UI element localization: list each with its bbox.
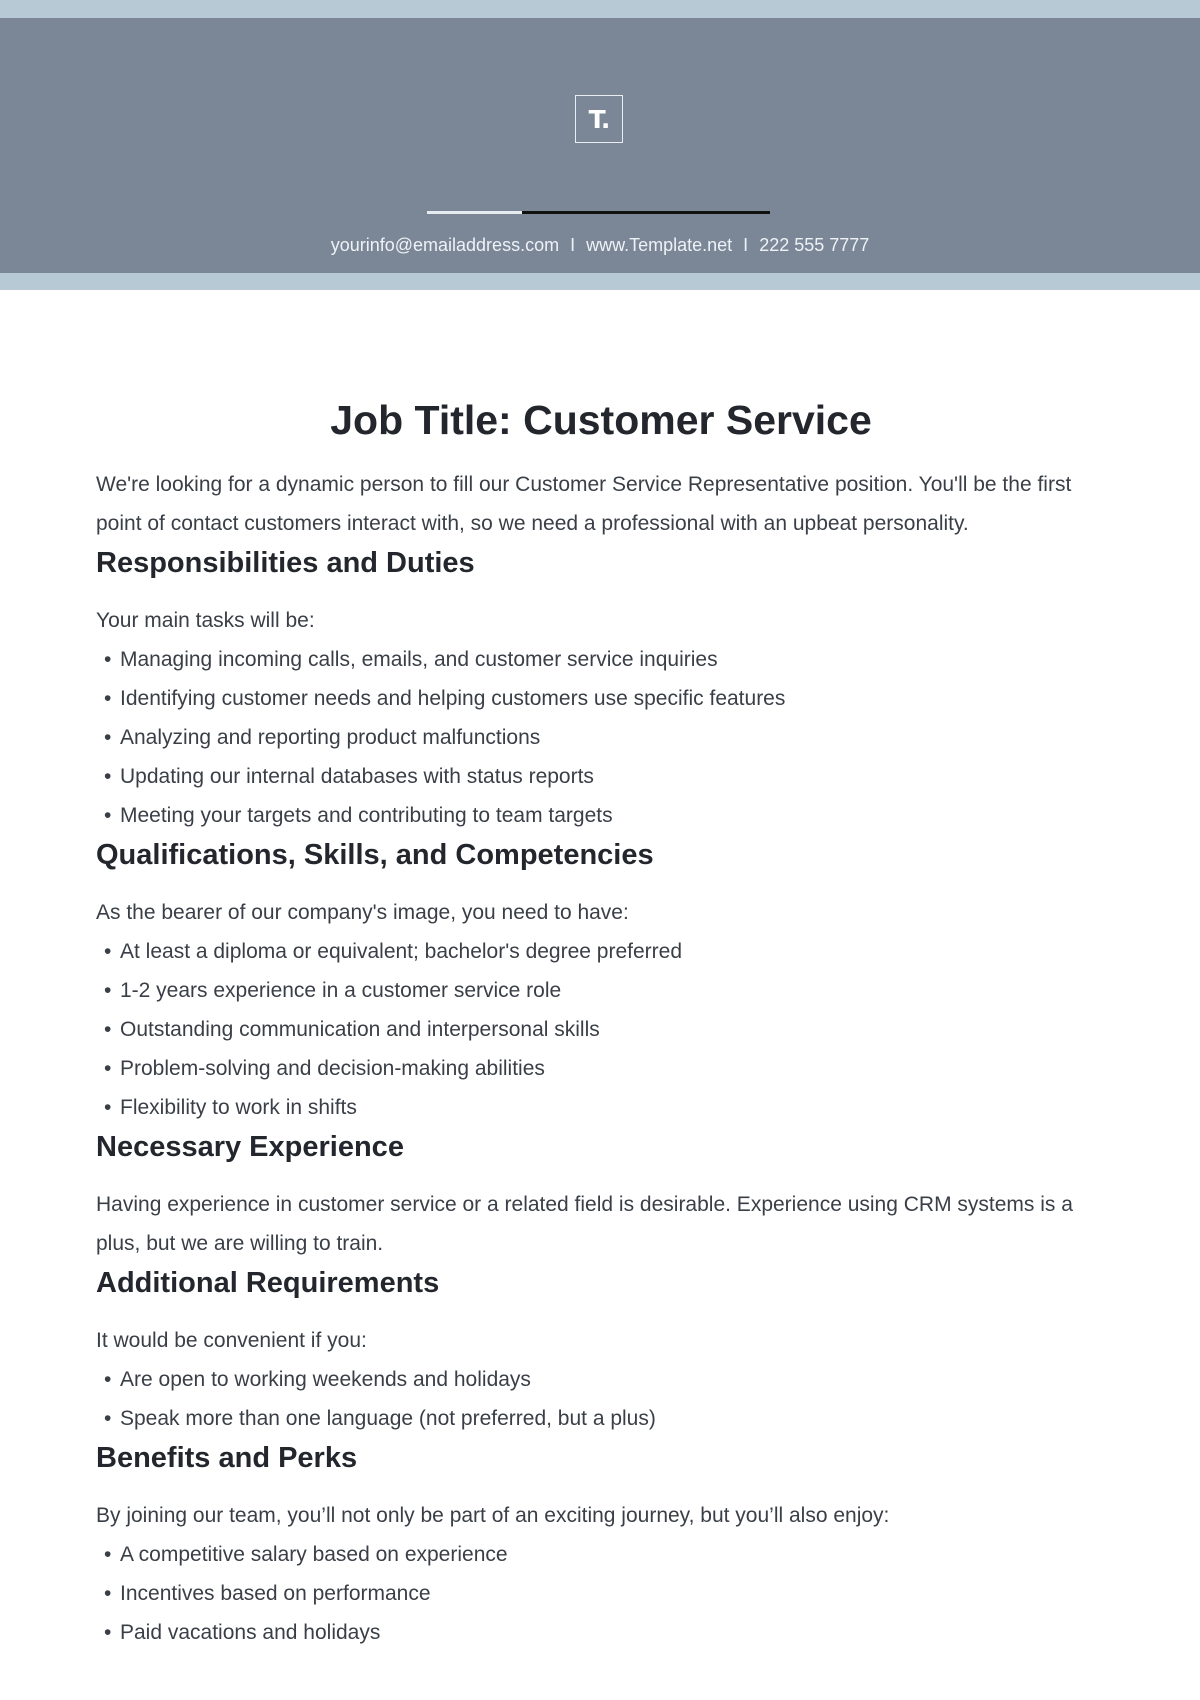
bullet-icon: • xyxy=(104,726,112,749)
sections-container xyxy=(96,543,1106,1652)
list-item-text: Flexibility to work in shifts xyxy=(120,1096,357,1119)
bullet-icon: • xyxy=(104,1543,112,1566)
bullet-icon: • xyxy=(104,1407,112,1430)
section-heading: Necessary Experience xyxy=(96,1131,404,1163)
bullet-icon: • xyxy=(104,940,112,963)
contact-line xyxy=(0,235,1200,256)
bullet-icon: • xyxy=(104,1368,112,1391)
list-item-text: Updating our internal databases with status reports xyxy=(120,765,594,788)
list-item xyxy=(96,796,1106,835)
header-divider-dark xyxy=(522,211,770,214)
list-item xyxy=(96,1010,1106,1049)
bullet-list xyxy=(96,1535,1106,1652)
bullet-list xyxy=(96,932,1106,1127)
section xyxy=(96,1438,1106,1652)
list-item xyxy=(96,1535,1106,1574)
contact-separator: I xyxy=(570,235,576,255)
list-item-text: 1-2 years experience in a customer service role xyxy=(120,979,562,1002)
list-item-text: Meeting your targets and contributing to team targets xyxy=(120,804,613,827)
bullet-icon: • xyxy=(104,1057,112,1080)
section xyxy=(96,543,1106,835)
contact-email: yourinfo@emailaddress.com xyxy=(330,235,560,255)
list-item xyxy=(96,757,1106,796)
section-lead: By joining our team, you’ll not only be part of an exciting journey, but you’ll also enjoy: xyxy=(96,1504,890,1527)
list-item-text: Managing incoming calls, emails, and customer service inquiries xyxy=(120,648,718,671)
header-accent-bottom xyxy=(0,273,1200,290)
list-item-text: Outstanding communication and interpersonal skills xyxy=(120,1018,600,1041)
contact-phone: 222 555 7777 xyxy=(759,235,870,255)
list-item-text: Speak more than one language (not preferred, but a plus) xyxy=(120,1407,656,1430)
bullet-icon: • xyxy=(104,1018,112,1041)
bullet-icon: • xyxy=(104,1096,112,1119)
list-item-text: Problem-solving and decision-making abilities xyxy=(120,1057,545,1080)
section xyxy=(96,1263,1106,1438)
list-item-text: Analyzing and reporting product malfunctions xyxy=(120,726,541,749)
list-item-text: Identifying customer needs and helping customers use specific features xyxy=(120,687,786,710)
list-item xyxy=(96,932,1106,971)
bullet-list xyxy=(96,1360,1106,1438)
header-divider-light xyxy=(427,211,522,214)
section-lead: Your main tasks will be: xyxy=(96,609,315,632)
section-heading: Additional Requirements xyxy=(96,1267,440,1299)
section-lead: It would be convenient if you: xyxy=(96,1329,367,1352)
list-item-text: Are open to working weekends and holidays xyxy=(120,1368,531,1391)
section-lead: As the bearer of our company's image, you need to have: xyxy=(96,901,629,924)
list-item-text: Paid vacations and holidays xyxy=(120,1621,381,1644)
list-item xyxy=(96,1574,1106,1613)
contact-website: www.Template.net xyxy=(586,235,733,255)
list-item-text: At least a diploma or equivalent; bachelor's degree preferred xyxy=(120,940,683,963)
list-item-text: Incentives based on performance xyxy=(120,1582,431,1605)
section xyxy=(96,835,1106,1127)
letterhead xyxy=(0,18,1200,273)
list-item-text: A competitive salary based on experience xyxy=(120,1543,508,1566)
section xyxy=(96,1127,1106,1263)
bullet-icon: • xyxy=(104,804,112,827)
list-item xyxy=(96,971,1106,1010)
section-lead: Having experience in customer service or a related field is desirable. Experience using CRM systems is a plus, but we are willing to train. xyxy=(96,1193,1073,1255)
list-item xyxy=(96,718,1106,757)
list-item xyxy=(96,1613,1106,1652)
list-item xyxy=(96,1399,1106,1438)
header-accent-top xyxy=(0,0,1200,18)
contact-separator: I xyxy=(743,235,749,255)
bullet-icon: • xyxy=(104,765,112,788)
page-title: Job Title: Customer Service xyxy=(330,397,872,443)
bullet-icon: • xyxy=(104,1582,112,1605)
bullet-icon: • xyxy=(104,648,112,671)
section-heading: Qualifications, Skills, and Competencies xyxy=(96,839,654,871)
bullet-icon: • xyxy=(104,979,112,1002)
company-logo xyxy=(575,95,623,143)
list-item xyxy=(96,679,1106,718)
logo-text: T. xyxy=(588,104,610,134)
intro-paragraph: We're looking for a dynamic person to fill our Customer Service Representative position. You'll be the first point of contact customers interact with, so we need a professional with an upbeat personality. xyxy=(96,473,1072,535)
bullet-icon: • xyxy=(104,1621,112,1644)
list-item xyxy=(96,1360,1106,1399)
list-item xyxy=(96,640,1106,679)
bullet-list xyxy=(96,640,1106,835)
list-item xyxy=(96,1088,1106,1127)
bullet-icon: • xyxy=(104,687,112,710)
list-item xyxy=(96,1049,1106,1088)
section-heading: Benefits and Perks xyxy=(96,1442,358,1474)
document-body xyxy=(96,395,1106,1652)
section-heading: Responsibilities and Duties xyxy=(96,547,475,579)
